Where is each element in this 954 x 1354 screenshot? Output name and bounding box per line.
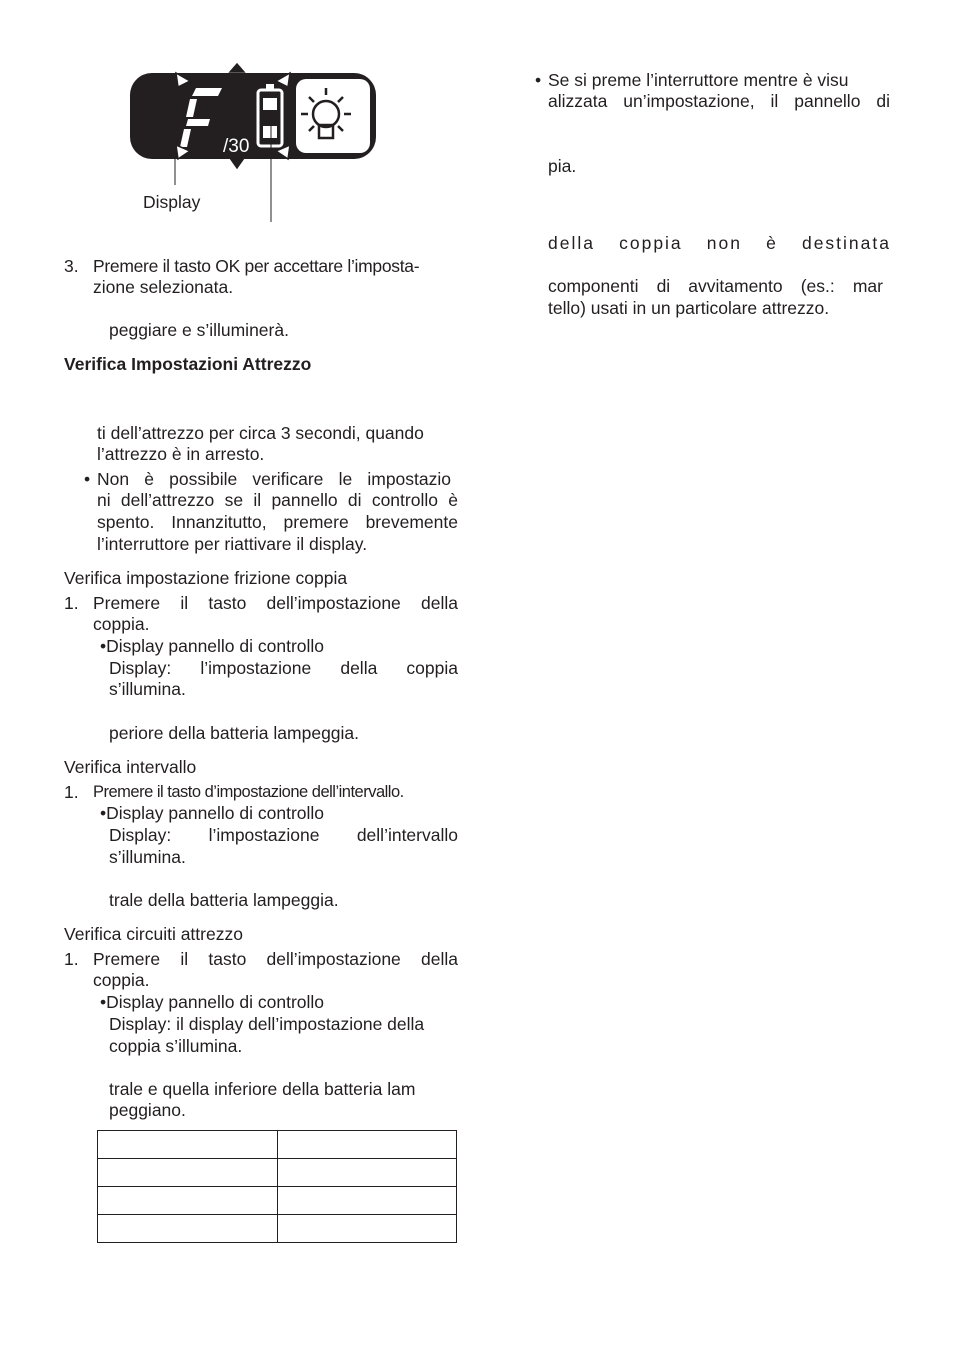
section-3-step-line-2: coppia. [93, 970, 150, 990]
section-3-display-line-2: coppia s’illumina. [109, 1036, 243, 1056]
section-3-title: Verifica circuiti attrezzo [64, 924, 243, 944]
table-row [98, 1187, 457, 1215]
note-line-1: Non è possibile verificare le impostazio [97, 469, 451, 489]
step-3-number: 3. [64, 256, 79, 276]
note-bullet: • [84, 469, 91, 489]
section-2-display-line-1: Display: l’impostazione dell’intervallo [109, 825, 458, 845]
section-3-bullet: •Display pannello di controllo [100, 992, 325, 1012]
section-1-display-line-1: Display: l’impostazione della coppia [109, 658, 458, 678]
section-2-step-number: 1. [64, 782, 79, 802]
right-line-4: della coppia non è destinata [548, 233, 891, 253]
sub-value-text: /30 [223, 136, 250, 157]
section-1-title: Verifica impostazione frizione coppia [64, 568, 348, 588]
section-1-bullet: •Display pannello di controllo [100, 636, 325, 656]
section-2-fragment: trale della batteria lampeggia. [109, 890, 339, 910]
section-2-bullet: •Display pannello di controllo [100, 803, 325, 823]
section-3-fragment-line-1: trale e quella inferiore della batteria lam [109, 1079, 416, 1099]
section-1-step-number: 1. [64, 593, 79, 613]
step-3-fragment: peggiare e s’illuminerà. [109, 320, 289, 340]
table-row [98, 1215, 457, 1243]
right-line-2: alizzata un’impostazione, il pannello di [548, 91, 890, 111]
light-bulb-icon [296, 79, 370, 153]
right-bullet: • [535, 70, 542, 90]
display-label: Display [143, 192, 201, 212]
table-row [98, 1131, 457, 1159]
section-2-title: Verifica intervallo [64, 757, 197, 777]
indicator-table [97, 1130, 457, 1243]
right-line-5: componenti di avvitamento (es.: mar [548, 276, 883, 296]
section-1-fragment: periore della batteria lampeggia. [109, 723, 360, 743]
note-line-4: l’interruttore per riattivare il display. [97, 534, 368, 554]
check-para-line-1: ti dell’attrezzo per circa 3 secondi, quando [97, 423, 424, 443]
table-cell [277, 1187, 457, 1215]
note-line-3: spento. Innanzitutto, premere brevemente [97, 512, 458, 532]
step-3-line-2: zione selezionata. [93, 277, 234, 297]
table-cell [98, 1187, 278, 1215]
check-para-line-2: l’attrezzo è in arresto. [97, 444, 265, 464]
section-3-fragment-line-2: peggiano. [109, 1100, 186, 1120]
note-line-2: ni dell’attrezzo se il pannello di controllo è [97, 490, 458, 510]
right-line-3: pia. [548, 156, 577, 176]
right-line-6: tello) usati in un particolare attrezzo. [548, 298, 830, 318]
section-2-step-line-1: Premere il tasto d’impostazione dell’intervallo. [93, 783, 404, 801]
table-cell [98, 1159, 278, 1187]
section-3-step-line-1: Premere il tasto dell’impostazione della [93, 949, 458, 969]
section-1-step-line-2: coppia. [93, 614, 150, 634]
section-2-display-line-2: s’illumina. [109, 847, 186, 867]
section-3-display-line-1: Display: il display dell’impostazione della [109, 1014, 425, 1034]
table-cell [98, 1215, 278, 1243]
section-1-display-line-2: s’illumina. [109, 679, 186, 699]
right-line-1: Se si preme l’interruttore mentre è visu [548, 70, 849, 90]
step-3-line-1: Premere il tasto OK per accettare l’imposta- [93, 256, 420, 276]
table-cell [277, 1131, 457, 1159]
section-1-step-line-1: Premere il tasto dell’impostazione della [93, 593, 458, 613]
section-3-step-number: 1. [64, 949, 79, 969]
table-row [98, 1159, 457, 1187]
table-cell [98, 1131, 278, 1159]
table-cell [277, 1215, 457, 1243]
table-cell [277, 1159, 457, 1187]
section-heading: Verifica Impostazioni Attrezzo [64, 354, 312, 374]
